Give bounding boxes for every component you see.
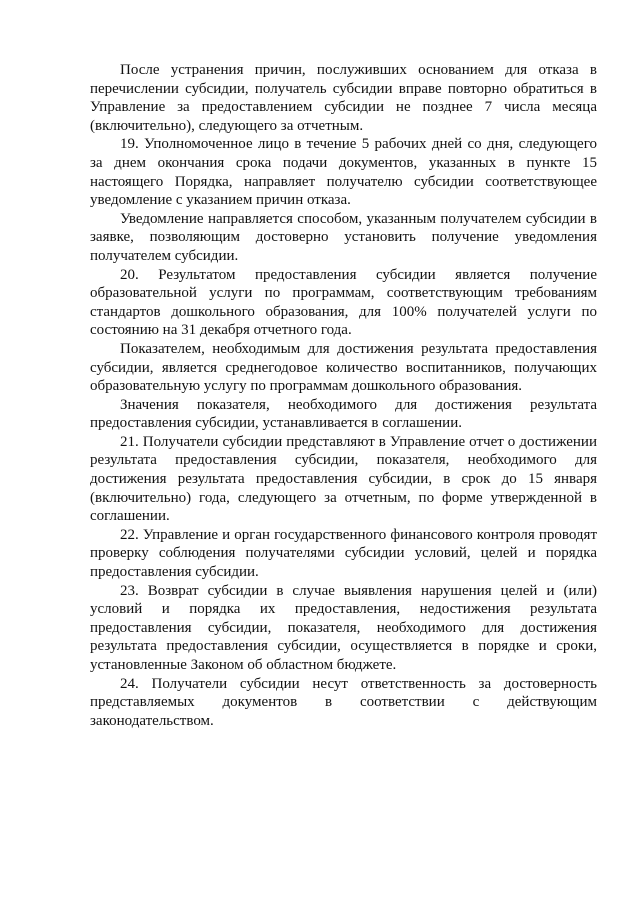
paragraph-notification-method: Уведомление направляется способом, указанным получателем субсидии в заявке, позволяющим достоверно установить получение уведомления получателем субсидии.: [90, 210, 597, 264]
paragraph-resubmission: После устранения причин, послуживших основанием для отказа в перечислении субсидии, получатель субсидии вправе повторно обратиться в Управление за предоставлением субсидии не позднее 7 числа месяца (включительно), следующего за отчетным.: [90, 62, 597, 134]
paragraph-22: 22. Управление и орган государственного финансового контроля проводят проверку соблюдения получателями субсидии условий, целей и порядка предоставления субсидии.: [90, 526, 597, 581]
paragraph-21: 21. Получатели субсидии представляют в Управление отчет о достижении результата предоставления субсидии, показателя, необходимого для достижения результата предоставления субсидии, в срок до 15 января (включительно) года, следующего за отчетным, по форме утвержденной в соглашении.: [90, 433, 597, 525]
paragraph-19: 19. Уполномоченное лицо в течение 5 рабочих дней со дня, следующего за днем окончания срока подачи документов, указанных в пункте 15 настоящего Порядка, направляет получателю субсидии соответствующее уведомление с указанием причин отказа.: [90, 136, 597, 209]
paragraph-23: 23. Возврат субсидии в случае выявления нарушения целей и (или) условий и порядка их предоставления, недостижения результата предоставления субсидии, показателя, необходимого для достижения результата предоставления субсидии, осуществляется в порядке и сроки, установленные Законом об областном бюджете.: [90, 582, 597, 673]
paragraph-indicator-values: Значения показателя, необходимого для достижения результата предоставления субсидии, устанавливается в соглашении.: [90, 396, 597, 432]
paragraph-20: 20. Результатом предоставления субсидии является получение образовательной услуги по программам, соответствующим требованиям стандартов дошкольного образования, для 100% получателей услуги по состоянию на 31 декабря отчетного года.: [90, 266, 597, 339]
paragraph-indicator: Показателем, необходимым для достижения результата предоставления субсидии, является среднегодовое количество воспитанников, получающих образовательную услугу по программам дошкольного образования.: [90, 340, 597, 395]
paragraph-24: 24. Получатели субсидии несут ответственность за достоверность представляемых документов в соответствии с действующим законодательством.: [90, 675, 597, 729]
document-body: [90, 61, 597, 730]
